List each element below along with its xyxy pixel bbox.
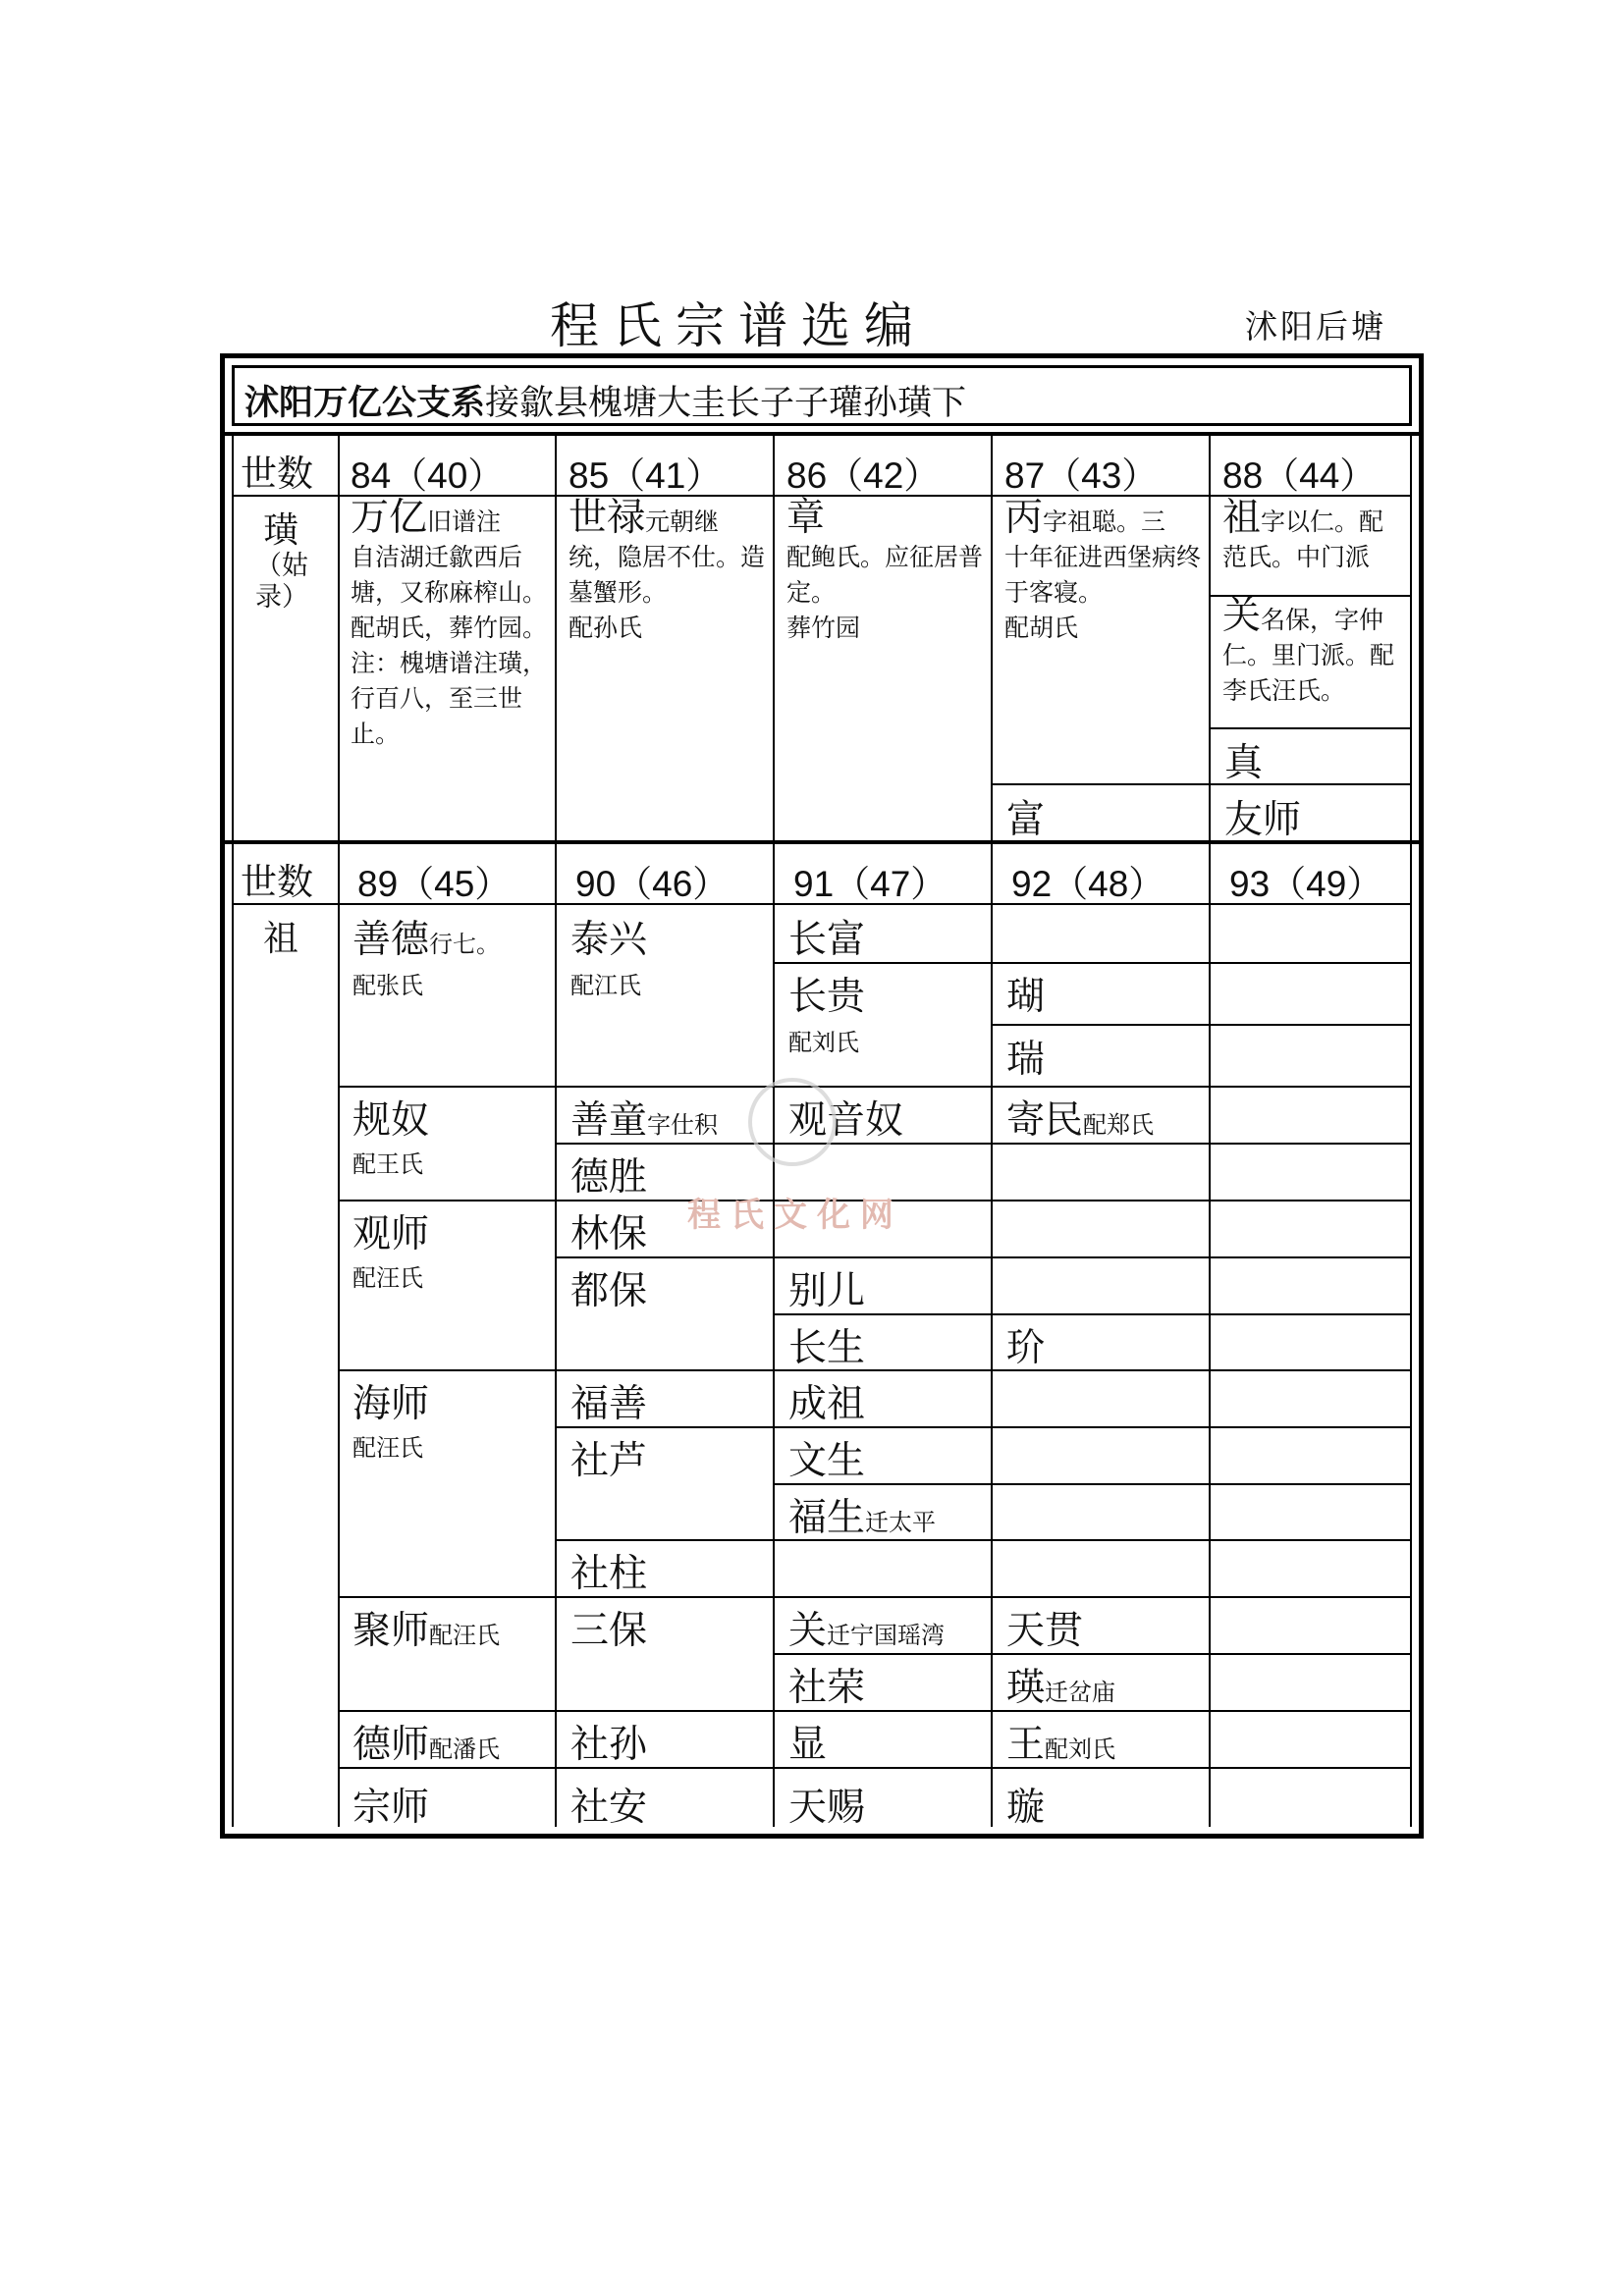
gen-92: 92（48） [1011, 864, 1165, 904]
person-bio: 范氏。中门派 [1222, 543, 1371, 571]
person-bio: 统，隐居不仕。造墓蟹形。 [568, 543, 766, 607]
person-zongshi: 宗师 [352, 1786, 430, 1830]
person-spouse: 配刘氏 [788, 1029, 859, 1056]
grid-line [773, 1483, 1412, 1485]
person-jie: 玠 [1006, 1326, 1046, 1370]
branch-title-bold: 沭阳万亿公支系 [244, 384, 486, 423]
gen-87: 87（43） [1004, 455, 1159, 496]
grid-line [1410, 844, 1412, 1827]
grid-line [1410, 436, 1412, 840]
person-name: 聚师 [352, 1609, 430, 1653]
person-linbao: 林保 [570, 1212, 648, 1256]
entry-bing [1004, 496, 1202, 646]
side-note-line1: （姑 [255, 551, 308, 581]
person-annotation: 字仕积 [647, 1111, 719, 1139]
person-name: 瑛 [1006, 1666, 1046, 1710]
person-jushi [352, 1600, 500, 1655]
person-desheng: 德胜 [570, 1155, 648, 1200]
person-name: 善德 [352, 918, 430, 962]
entry-zhang [786, 496, 984, 646]
entry-wanyi [351, 496, 548, 752]
person-tianci: 天赐 [788, 1786, 866, 1830]
person-chengzu: 成祖 [788, 1382, 866, 1426]
person-haishi: 海师 [352, 1382, 430, 1426]
side-name-zu: 祖 [263, 919, 299, 959]
person-annotation: 配潘氏 [429, 1735, 501, 1763]
person-annotation: 配刘氏 [1045, 1735, 1116, 1763]
grid-line [338, 1710, 1412, 1712]
person-fusheng [788, 1487, 936, 1542]
gen-86: 86（42） [786, 455, 941, 496]
person-spouse: 配江氏 [570, 972, 641, 999]
person-shelu: 社芦 [570, 1439, 648, 1483]
person-ying [1006, 1657, 1115, 1712]
branch-title [244, 376, 966, 425]
entry-shilu [568, 496, 766, 646]
person-xian: 显 [788, 1723, 828, 1767]
person-xuan: 璇 [1006, 1786, 1046, 1830]
person-fu: 富 [1006, 798, 1046, 842]
person-annotation: 名保，字仲 [1261, 606, 1384, 634]
watermark-seal-icon [748, 1078, 837, 1166]
side-name-huang: 璜 [263, 510, 299, 551]
person-jimin [1006, 1090, 1154, 1145]
gen-89: 89（45） [357, 864, 512, 904]
person-deshi [352, 1714, 500, 1769]
gen-90: 90（46） [575, 864, 730, 904]
page-title: 程氏宗谱选编 [550, 297, 927, 354]
grid-line [1209, 436, 1211, 840]
gen-88: 88（44） [1222, 455, 1377, 496]
grid-line [555, 844, 557, 1827]
person-shantong [570, 1090, 718, 1145]
person-sanbao: 三保 [570, 1609, 648, 1653]
gen-header-label: 世数 [241, 861, 313, 903]
person-annotation: 迁太平 [865, 1509, 937, 1536]
person-spouse: 配汪氏 [352, 1264, 423, 1292]
grid-line [991, 844, 993, 1827]
person-burial: 葬竹园 [786, 614, 861, 642]
grid-line [338, 1596, 1412, 1598]
person-bio: 自洁湖迁歙西后塘，又称麻榨山。配胡氏，葬竹园。 [351, 543, 548, 642]
person-rui: 瑞 [1006, 1038, 1046, 1082]
person-annotation: 元朝继 [645, 507, 720, 536]
person-note: 注：槐塘谱注璜，行百八，至三世止。 [351, 649, 548, 748]
person-name: 王 [1006, 1723, 1046, 1767]
side-note-line2: 录） [255, 582, 308, 613]
person-annotation: 迁宁国瑶湾 [827, 1622, 946, 1649]
person-shean: 社安 [570, 1786, 648, 1830]
page-place: 沭阳后塘 [1245, 307, 1386, 346]
person-spouse: 配汪氏 [352, 1434, 423, 1462]
person-annotation: 迁岔庙 [1045, 1679, 1116, 1706]
grid-line [232, 436, 234, 840]
person-changsheng: 长生 [788, 1326, 866, 1370]
grid-line [991, 436, 993, 840]
grid-line [555, 1256, 1412, 1258]
person-spouse: 配张氏 [352, 972, 423, 999]
grid-line [338, 1369, 1412, 1371]
grid-line [555, 436, 557, 840]
person-wensheng: 文生 [788, 1439, 866, 1483]
branch-title-box [232, 365, 1412, 426]
person-guanshi: 观师 [352, 1212, 430, 1256]
person-annotation: 字祖聪。三 [1043, 507, 1166, 536]
person-taixing: 泰兴 [570, 918, 648, 962]
person-shesun: 社孙 [570, 1723, 648, 1767]
person-bio: 十年征进西堡病终于客寝。 [1004, 543, 1202, 607]
person-changfu: 长富 [788, 918, 866, 962]
person-name: 关 [788, 1609, 828, 1653]
grid-line [773, 962, 1412, 964]
person-guan2 [788, 1600, 945, 1655]
person-guanyinnu: 观音奴 [788, 1098, 904, 1143]
person-name: 福生 [788, 1496, 866, 1540]
grid-line [338, 436, 340, 840]
person-shande [352, 909, 500, 964]
person-sherong: 社荣 [788, 1666, 866, 1710]
grid-line [991, 1024, 1412, 1026]
grid-line [555, 1539, 1412, 1541]
person-spouse: 配孙氏 [568, 614, 643, 642]
person-annotation: 配郑氏 [1083, 1111, 1155, 1139]
person-fushan: 福善 [570, 1382, 648, 1426]
grid-line [1209, 727, 1412, 729]
person-tianguan: 天贯 [1006, 1609, 1084, 1653]
person-name: 祖 [1222, 496, 1262, 540]
person-zhen: 真 [1224, 741, 1264, 785]
person-annotation: 旧谱注 [427, 507, 502, 536]
person-name: 世禄 [568, 496, 646, 540]
grid-line [232, 844, 234, 1827]
person-name: 善童 [570, 1098, 648, 1143]
person-name: 丙 [1004, 496, 1044, 540]
watermark-text: 程氏文化网 [687, 1196, 903, 1235]
branch-title-rest: 接歙县槐塘大圭长子子瓘孙璜下 [485, 384, 967, 423]
person-bio: 仁。里门派。配李氏汪氏。 [1222, 641, 1395, 705]
person-youshi: 友师 [1224, 798, 1302, 842]
person-wang [1006, 1714, 1115, 1769]
grid-line [773, 844, 775, 1827]
person-hu: 瑚 [1006, 975, 1046, 1019]
grid-line [991, 783, 1412, 785]
grid-line [773, 436, 775, 840]
person-bio: 配鲍氏。应征居普定。 [786, 543, 984, 607]
person-spouse: 配王氏 [352, 1150, 423, 1178]
person-bieer: 别儿 [788, 1269, 866, 1313]
person-doubao: 都保 [570, 1269, 648, 1313]
section1-top-divider [220, 432, 1424, 436]
person-shezhu: 社柱 [570, 1552, 648, 1596]
grid-line [555, 1426, 1412, 1428]
person-spouse: 配胡氏 [1004, 614, 1079, 642]
person-name: 德师 [352, 1723, 430, 1767]
grid-line [1209, 844, 1211, 1827]
entry-guan [1222, 594, 1409, 709]
gen-91: 91（47） [793, 864, 947, 904]
grid-line [773, 1313, 1412, 1315]
person-name: 关 [1222, 594, 1262, 638]
gen-header-label: 世数 [241, 453, 313, 495]
person-annotation: 字以仁。配 [1261, 507, 1384, 536]
person-annotation: 配汪氏 [429, 1622, 501, 1649]
grid-line [338, 1086, 1412, 1088]
entry-zu [1222, 496, 1409, 575]
person-changgui: 长贵 [788, 975, 866, 1019]
gen-84: 84（40） [351, 455, 505, 496]
person-annotation: 行七。 [429, 931, 501, 958]
gen-85: 85（41） [568, 455, 723, 496]
person-name: 寄民 [1006, 1098, 1084, 1143]
grid-line [338, 844, 340, 1827]
gen-93: 93（49） [1229, 864, 1383, 904]
person-guinu: 规奴 [352, 1098, 430, 1143]
person-name: 万亿 [351, 496, 428, 540]
person-name: 章 [786, 496, 826, 540]
